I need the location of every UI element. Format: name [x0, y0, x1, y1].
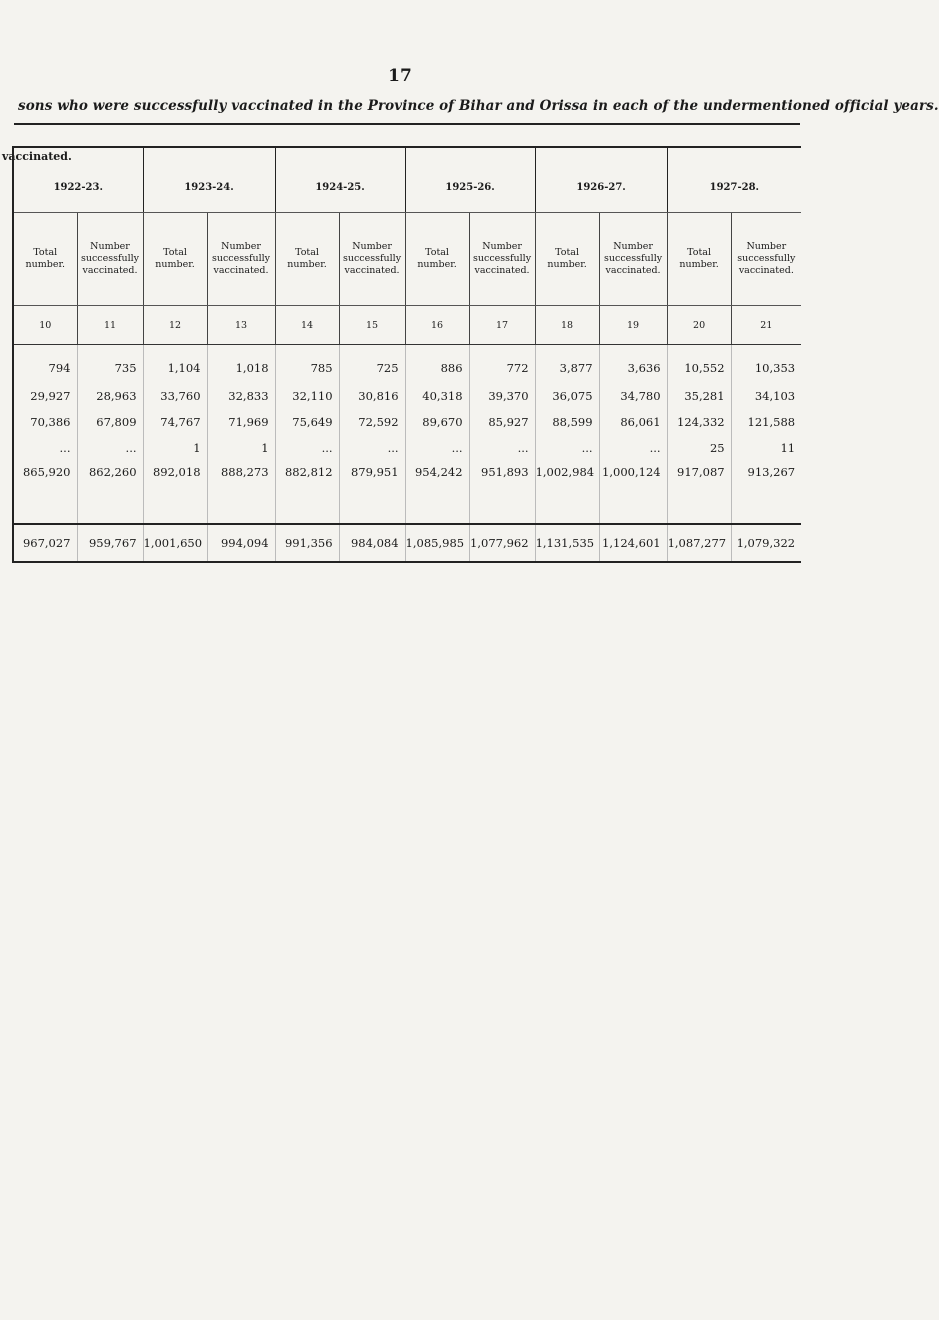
table-cell: 892,018	[143, 461, 207, 524]
table-cell: 86,061	[599, 409, 667, 435]
column-header-successful: Number successfully vaccinated.	[339, 213, 405, 306]
table-cell: 10,353	[731, 345, 801, 384]
table-cell: ...	[77, 435, 143, 461]
column-number: 20	[667, 306, 731, 345]
top-rule	[14, 123, 800, 125]
table-cell: 25	[667, 435, 731, 461]
total-row	[13, 524, 801, 562]
table-cell: 772	[469, 345, 535, 384]
total-cell: 1,001,650	[143, 524, 207, 562]
total-cell: 1,087,277	[667, 524, 731, 562]
table-cell: 74,767	[143, 409, 207, 435]
table-cell: 1	[143, 435, 207, 461]
table-cell: 30,816	[339, 383, 405, 409]
table-cell: ...	[535, 435, 599, 461]
table-cell: 121,588	[731, 409, 801, 435]
table-cell: ...	[405, 435, 469, 461]
year-header: 1925-26.	[405, 147, 535, 213]
column-number: 11	[77, 306, 143, 345]
year-header: 1922-23.	[13, 147, 143, 213]
table-cell: 39,370	[469, 383, 535, 409]
table-cell: 70,386	[13, 409, 77, 435]
year-header: 1924-25.	[275, 147, 405, 213]
table-cell: 888,273	[207, 461, 275, 524]
year-header: 1923-24.	[143, 147, 275, 213]
total-cell: 1,124,601	[599, 524, 667, 562]
column-number: 15	[339, 306, 405, 345]
total-cell: 991,356	[275, 524, 339, 562]
table-cell: 862,260	[77, 461, 143, 524]
table-cell: 72,592	[339, 409, 405, 435]
total-cell: 1,079,322	[731, 524, 801, 562]
column-header-total: Total number.	[405, 213, 469, 306]
table-cell: 785	[275, 345, 339, 384]
column-header-total: Total number.	[13, 213, 77, 306]
column-number: 18	[535, 306, 599, 345]
total-cell: 1,131,535	[535, 524, 599, 562]
table-cell: 124,332	[667, 409, 731, 435]
total-cell: 967,027	[13, 524, 77, 562]
table-cell: ...	[339, 435, 405, 461]
table-cell: 951,893	[469, 461, 535, 524]
column-header-total: Total number.	[535, 213, 599, 306]
page-heading: sons who were successfully vaccinated in the Province of Bihar and Orissa in each of the undermentioned official years.	[18, 98, 939, 114]
column-description-row	[13, 213, 801, 306]
column-number: 17	[469, 306, 535, 345]
table-cell: 1	[207, 435, 275, 461]
table-cell: 886	[405, 345, 469, 384]
total-cell: 959,767	[77, 524, 143, 562]
table-cell: 71,969	[207, 409, 275, 435]
table-cell: 34,103	[731, 383, 801, 409]
column-header-successful: Number successfully vaccinated.	[207, 213, 275, 306]
table-cell: 36,075	[535, 383, 599, 409]
table-cell: 1,018	[207, 345, 275, 384]
vaccination-table	[12, 146, 801, 563]
table-cell: ...	[275, 435, 339, 461]
table-cell: 865,920	[13, 461, 77, 524]
table-cell: 40,318	[405, 383, 469, 409]
table-cell: 3,636	[599, 345, 667, 384]
table-cell: 67,809	[77, 409, 143, 435]
year-header: 1926-27.	[535, 147, 667, 213]
table-row	[13, 409, 801, 435]
table-cell: 75,649	[275, 409, 339, 435]
column-header-total: Total number.	[667, 213, 731, 306]
column-number: 14	[275, 306, 339, 345]
year-header: 1927-28.	[667, 147, 801, 213]
table-row	[13, 461, 801, 524]
table-cell: ...	[599, 435, 667, 461]
column-number: 10	[13, 306, 77, 345]
table-cell: 725	[339, 345, 405, 384]
table-cell: 11	[731, 435, 801, 461]
column-header-total: Total number.	[275, 213, 339, 306]
column-number-row	[13, 306, 801, 345]
total-cell: 984,084	[339, 524, 405, 562]
table-cell: 85,927	[469, 409, 535, 435]
table-cell: 88,599	[535, 409, 599, 435]
table-row	[13, 435, 801, 461]
table-cell: 34,780	[599, 383, 667, 409]
table-cell: 913,267	[731, 461, 801, 524]
table-cell: 32,833	[207, 383, 275, 409]
column-header-successful: Number successfully vaccinated.	[599, 213, 667, 306]
column-header-successful: Number successfully vaccinated.	[469, 213, 535, 306]
total-cell: 1,085,985	[405, 524, 469, 562]
total-cell: 994,094	[207, 524, 275, 562]
table-cell: 35,281	[667, 383, 731, 409]
column-number: 12	[143, 306, 207, 345]
table-cell: 1,000,124	[599, 461, 667, 524]
table-row	[13, 383, 801, 409]
table-cell: 3,877	[535, 345, 599, 384]
table-cell: 1,002,984	[535, 461, 599, 524]
table-cell: 917,087	[667, 461, 731, 524]
table-cell: 28,963	[77, 383, 143, 409]
column-header-successful: Number successfully vaccinated.	[731, 213, 801, 306]
column-header-total: Total number.	[143, 213, 207, 306]
column-number: 21	[731, 306, 801, 345]
table-cell: 735	[77, 345, 143, 384]
column-number: 16	[405, 306, 469, 345]
table-row	[13, 345, 801, 384]
section-subheading: vaccinated.	[2, 150, 72, 163]
column-number: 13	[207, 306, 275, 345]
table-cell: 33,760	[143, 383, 207, 409]
table-cell: 32,110	[275, 383, 339, 409]
table-cell: 29,927	[13, 383, 77, 409]
table-cell: 882,812	[275, 461, 339, 524]
year-header-row	[13, 147, 801, 213]
table-cell: ...	[13, 435, 77, 461]
column-header-successful: Number successfully vaccinated.	[77, 213, 143, 306]
total-cell: 1,077,962	[469, 524, 535, 562]
table-cell: 954,242	[405, 461, 469, 524]
table-cell: 89,670	[405, 409, 469, 435]
table-cell: 879,951	[339, 461, 405, 524]
table-cell: 794	[13, 345, 77, 384]
table-cell: ...	[469, 435, 535, 461]
column-number: 19	[599, 306, 667, 345]
table-cell: 10,552	[667, 345, 731, 384]
page-number: 17	[388, 66, 412, 86]
table-cell: 1,104	[143, 345, 207, 384]
